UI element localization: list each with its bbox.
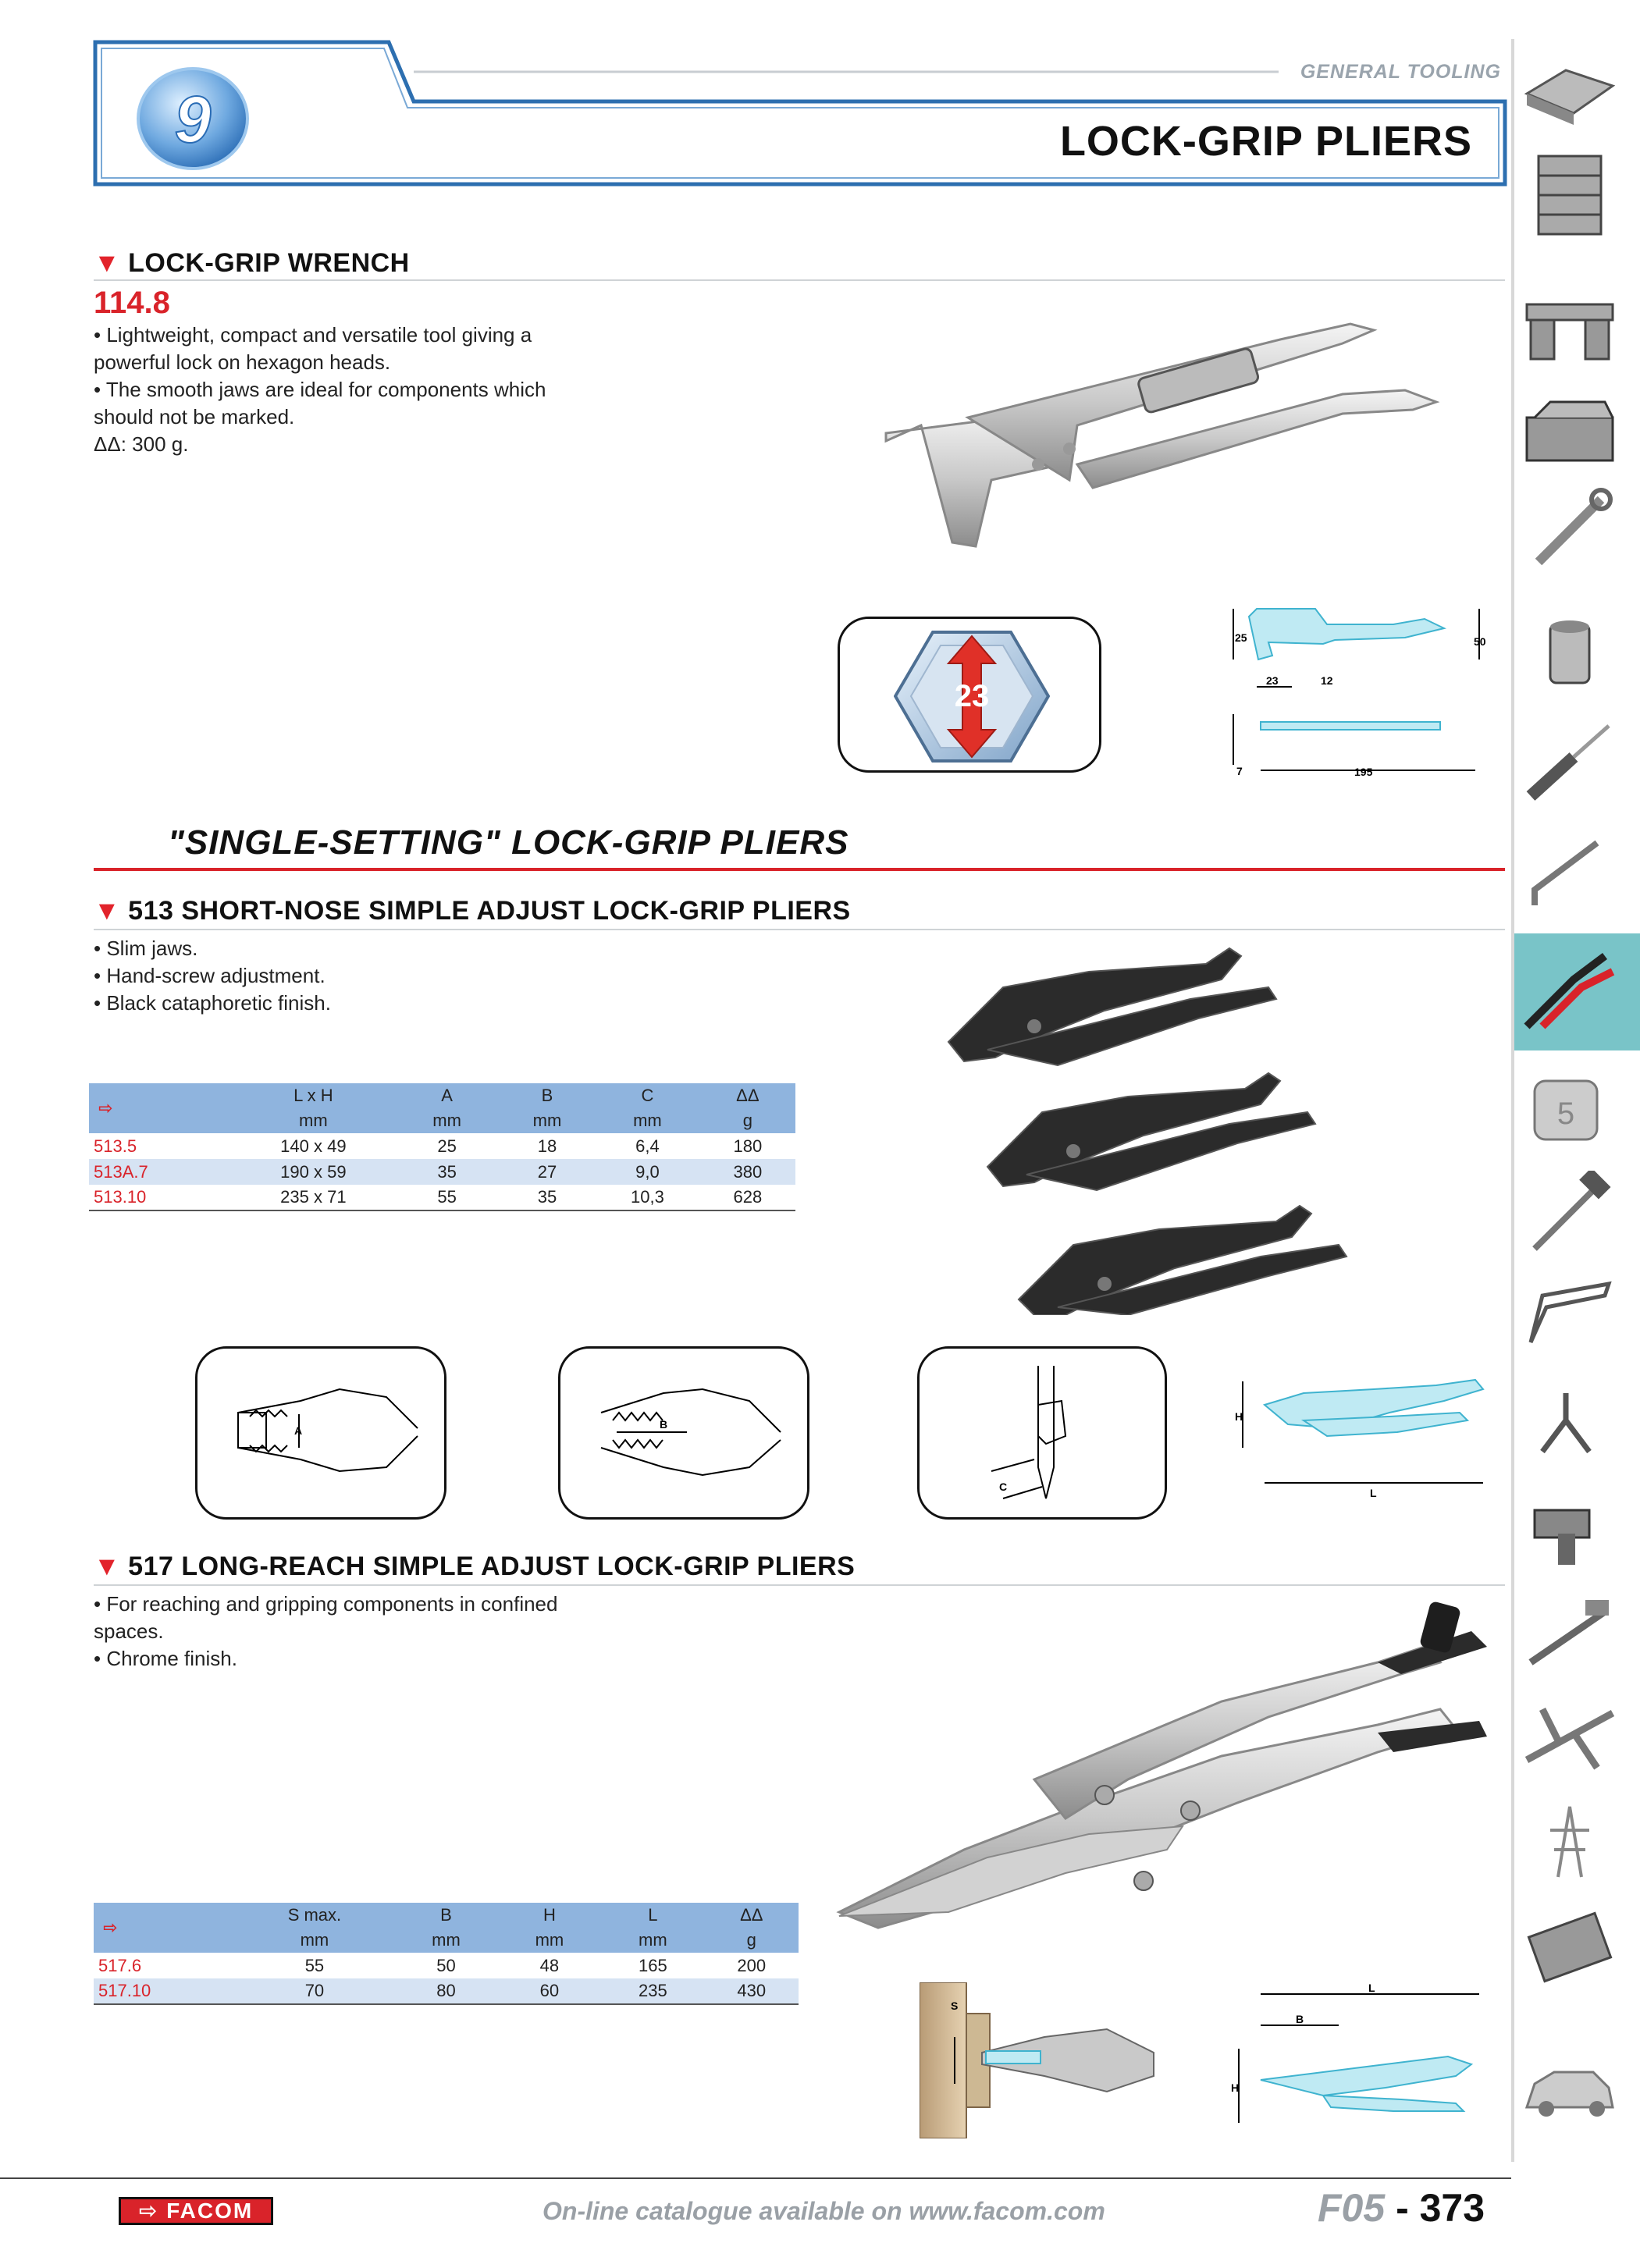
col-unit: mm (232, 1108, 394, 1133)
desc-line: • For reaching and gripping components in confined (94, 1592, 558, 1616)
col-header: H (498, 1903, 601, 1928)
tool-cabinet-icon[interactable] (1519, 152, 1620, 238)
toolbox-icon[interactable] (1519, 386, 1620, 472)
product-description (94, 1591, 656, 1673)
pliers-icon[interactable] (1519, 948, 1620, 1034)
cell: 180 (733, 1136, 763, 1156)
dim-label: 195 (1354, 766, 1373, 778)
chapter-number: 9 (174, 83, 212, 156)
cell: 18 (537, 1136, 557, 1156)
cell: 165 (639, 1955, 667, 1975)
red-triangle-icon: ▼ (94, 248, 121, 278)
lock-grip-wrench-photo (874, 308, 1467, 566)
desc-line: • The smooth jaws are ideal for components which (94, 378, 546, 401)
cell: 430 (705, 1978, 799, 2004)
jaw-diagram-b (570, 1358, 796, 1510)
footer-rule (0, 2177, 1511, 2179)
section-heading-513: ▼ 513 SHORT-NOSE SIMPLE ADJUST LOCK-GRIP PLIERS (94, 896, 851, 926)
col-unit: mm (394, 1108, 500, 1133)
cell: 235 x 71 (232, 1185, 394, 1210)
col-header: C (595, 1083, 700, 1108)
cell: 35 (394, 1159, 500, 1185)
desc-line: • Lightweight, compact and versatile tool giving a (94, 323, 532, 347)
cell: 60 (498, 1978, 601, 2004)
car-icon[interactable] (1519, 2045, 1620, 2131)
col-unit: mm (500, 1108, 595, 1133)
red-rule (94, 868, 1505, 871)
cell: 70 (235, 1978, 395, 2004)
ref-code: 513A.7 (89, 1159, 232, 1185)
hex-key-icon[interactable] (1519, 827, 1620, 913)
section-rule (94, 929, 1505, 930)
section-rule (94, 279, 1505, 281)
aircraft-icon[interactable] (1519, 1694, 1620, 1779)
hacksaw-icon[interactable] (1519, 1272, 1620, 1358)
hex-nut-icon (894, 628, 1050, 765)
cell: 50 (436, 1955, 456, 1975)
wrench-dimension-drawing (1226, 597, 1495, 784)
electrical-pylon-icon[interactable] (1519, 1799, 1620, 1885)
section-rule (94, 1584, 1505, 1586)
reference-icon: ⇨ (103, 1918, 118, 1937)
col-unit: mm (235, 1928, 395, 1953)
cell: 27 (500, 1159, 595, 1185)
page-title: LOCK-GRIP PLIERS (1059, 118, 1472, 165)
puller-icon[interactable] (1519, 1381, 1620, 1467)
pliers-dimension-drawing (1233, 1366, 1499, 1498)
col-header: ΔΔ (700, 1083, 795, 1108)
chapter-badge (134, 64, 251, 173)
weight-line: ΔΔ: 300 g. (94, 432, 189, 456)
long-reach-pliers-photo (831, 1600, 1503, 1936)
black-pliers-photo (933, 933, 1401, 1315)
col-header: B (394, 1903, 497, 1928)
desc-line: should not be marked. (94, 405, 295, 428)
section-group-heading: "SINGLE-SETTING" LOCK-GRIP PLIERS (168, 823, 849, 862)
facom-logo: ⇨ FACOM (119, 2197, 273, 2225)
dim-label: 50 (1474, 635, 1486, 648)
desc-line: spaces. (94, 1619, 164, 1643)
workbench-icon[interactable] (1519, 289, 1620, 375)
brand-name: FACOM (166, 2199, 254, 2223)
section-heading-lock-grip-wrench: ▼ LOCK-GRIP WRENCH (94, 248, 410, 278)
bullet: • Black cataphoretic finish. (94, 991, 331, 1015)
cell: 190 x 59 (232, 1159, 394, 1185)
category-label: GENERAL TOOLING (1300, 61, 1501, 83)
cell: 55 (394, 1185, 500, 1210)
col-header: B (500, 1083, 595, 1108)
spec-table-513 (89, 1083, 795, 1211)
desc-line: powerful lock on hexagon heads. (94, 350, 391, 374)
table-row (89, 1185, 795, 1210)
dim-label: 7 (1236, 765, 1243, 777)
dim-label-s: S (951, 2000, 959, 2012)
col-header: L (601, 1903, 704, 1928)
col-unit: mm (498, 1928, 601, 1953)
hammer-icon[interactable] (1519, 1171, 1620, 1257)
dim-label-l: L (1368, 1982, 1375, 1994)
cell: 80 (394, 1978, 497, 2004)
table-header-row (94, 1903, 799, 1928)
pipe-wrench-icon[interactable] (1519, 1592, 1620, 1678)
jaw-diagram-c (929, 1358, 1155, 1510)
desc-line: • Chrome finish. (94, 1647, 237, 1670)
page-number (1318, 2185, 1485, 2231)
dim-label-b: B (1296, 2013, 1304, 2025)
col-unit: g (705, 1928, 799, 1953)
tape-measure-icon[interactable] (1519, 1069, 1620, 1155)
circuit-board-icon[interactable] (1519, 1904, 1620, 1990)
socket-icon[interactable] (1519, 613, 1620, 699)
hex-size-label: 23 (954, 679, 990, 713)
long-reach-dimension-drawing (1229, 1982, 1499, 2138)
col-header: S max. (235, 1903, 395, 1928)
cell: 25 (437, 1136, 457, 1156)
dim-label-a: A (294, 1424, 303, 1437)
impact-wrench-icon[interactable] (1519, 1487, 1620, 1573)
ref-code: 517.6 (98, 1955, 142, 1975)
catalogue-code: F05 (1318, 2186, 1386, 2230)
col-header: ΔΔ (705, 1903, 799, 1928)
product-bullets (94, 935, 331, 1017)
dim-label-h: H (1235, 1410, 1243, 1423)
sidebar-divider (1511, 39, 1514, 2162)
dim-label-c: C (999, 1481, 1008, 1493)
table-row (94, 1953, 799, 1978)
cell: 140 x 49 (280, 1136, 347, 1156)
dim-label-l: L (1370, 1487, 1377, 1498)
jaw-diagram-a (207, 1358, 433, 1510)
table-row (94, 1978, 799, 2004)
product-description (94, 322, 656, 458)
dim-label-h: H (1231, 2081, 1240, 2094)
table-row (89, 1159, 795, 1185)
ref-col-header (89, 1083, 232, 1133)
ref-code: 517.10 (94, 1978, 235, 2004)
cell: 235 (601, 1978, 704, 2004)
cell: 9,0 (595, 1159, 700, 1185)
svg-text:5: 5 (1556, 1097, 1575, 1131)
cell: 380 (700, 1159, 795, 1185)
bullet: • Slim jaws. (94, 937, 198, 960)
reference-icon: ⇨ (98, 1098, 113, 1118)
ref-col-header (94, 1903, 235, 1953)
ref-code: 513.5 (94, 1136, 137, 1156)
col-unit: mm (601, 1928, 704, 1953)
ref-code: 513.10 (89, 1185, 232, 1210)
col-unit: g (700, 1108, 795, 1133)
table-row (89, 1133, 795, 1159)
dim-label-b: B (660, 1418, 668, 1431)
col-unit: mm (595, 1108, 700, 1133)
spanner-icon[interactable] (1519, 488, 1620, 574)
clamping-capacity-diagram (920, 1982, 1162, 2138)
cell: 200 (737, 1955, 767, 1975)
table-header-row (89, 1083, 795, 1108)
cell: 35 (500, 1185, 595, 1210)
dim-label: 25 (1235, 631, 1247, 644)
col-unit: mm (394, 1928, 497, 1953)
cell: 10,3 (595, 1185, 700, 1210)
tool-tray-icon[interactable] (1519, 47, 1620, 133)
dim-label: 23 (1266, 674, 1279, 687)
col-header: A (394, 1083, 500, 1108)
product-ref: 114.8 (94, 286, 170, 320)
cell: 6,4 (635, 1136, 660, 1156)
col-header: L x H (232, 1083, 394, 1108)
page-separator: - (1385, 2186, 1420, 2230)
red-triangle-icon: ▼ (94, 896, 121, 926)
dim-label: 12 (1321, 674, 1333, 687)
red-triangle-icon: ▼ (94, 1552, 121, 1581)
spec-table-517 (94, 1903, 799, 2005)
bullet: • Hand-screw adjustment. (94, 964, 326, 987)
cell: 48 (539, 1955, 560, 1975)
section-heading-517: ▼ 517 LONG-REACH SIMPLE ADJUST LOCK-GRIP PLIERS (94, 1552, 856, 1581)
cell: 628 (700, 1185, 795, 1210)
page-num: 373 (1419, 2186, 1485, 2230)
screwdriver-icon[interactable] (1519, 718, 1620, 804)
online-catalogue-note: On-line catalogue available on www.facom.com (543, 2197, 1105, 2225)
cell: 55 (304, 1955, 325, 1975)
